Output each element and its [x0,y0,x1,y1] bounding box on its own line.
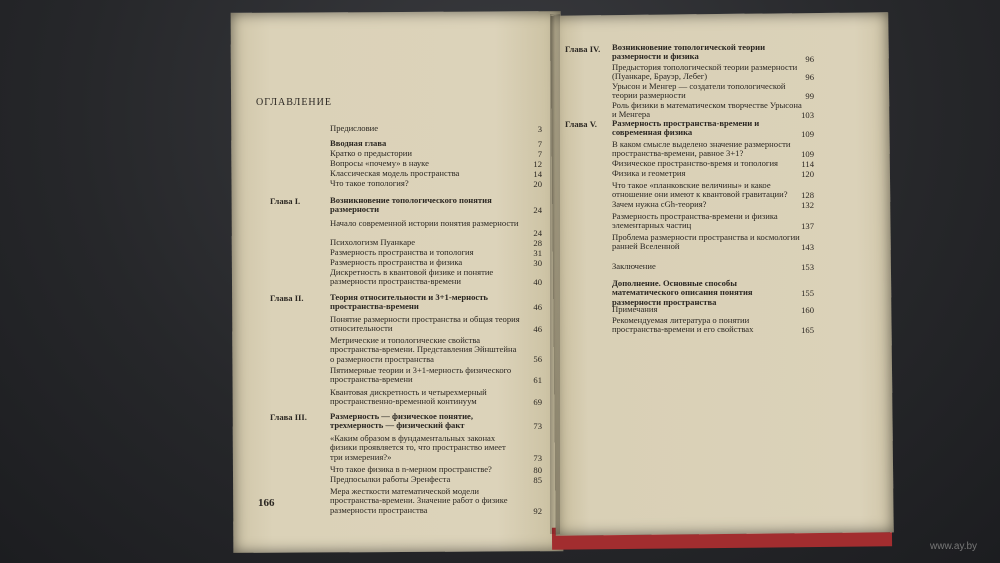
toc-entry: Зачем нужна cGh-теория? [612,199,707,209]
toc-page-number: 28 [533,238,542,248]
toc-page-number: 153 [801,262,814,272]
toc-page-number: 20 [533,179,542,189]
toc-page-number: 120 [801,169,814,179]
toc-page-number: 69 [533,397,542,407]
toc-page-number: 132 [801,200,814,210]
toc-page-number: 109 [801,129,814,139]
toc-entry: «Каким образом в фундаментальных законах физики проявляется то, что пространство имеет три измерения?» [330,433,506,462]
toc-page-number: 99 [805,91,814,101]
toc-entry: Физика и геометрия [612,168,686,178]
toc-page-number: 80 [533,465,542,475]
toc-entry: В каком смысле выделено значение размерности пространства-времени, равное 3+1? [612,139,791,159]
toc-page-number: 40 [533,277,542,287]
toc-entry: Квантовая дискретность и четырехмерный пространственно-временной континуум [330,387,487,407]
toc-page-number: 143 [801,242,814,252]
toc-entry: Заключение [612,261,656,271]
toc-entry: Мера жесткости математической модели пространства-времени. Значение работ о физике размерности пространства [330,486,508,515]
toc-entry: Что такое физика в n-мерном пространстве? [330,464,492,474]
chapter-label: Глава II. [270,293,304,303]
toc-page-number: 109 [801,149,814,159]
toc-page-number: 73 [533,421,542,431]
toc-entry: Примечания [612,304,658,314]
toc-entry: Размерность пространства-времени и физика элементарных частиц [612,211,778,231]
toc-entry: Вводная глава [330,138,387,148]
toc-entry: Роль физики в математическом творчестве Урысона и Менгера [612,100,802,120]
toc-entry: Метрические и топологические свойства пространства-времени. Представления Эйнштейна о размерности пространства [330,335,517,364]
toc-page-number: 103 [801,110,814,120]
toc-page-number: 160 [801,305,814,315]
toc-entry: Начало современной истории понятия размерности [330,218,519,228]
toc-page-number: 137 [801,221,814,231]
toc-page-number: 96 [805,54,814,64]
toc-page-number: 12 [533,159,542,169]
toc-page-number: 31 [533,248,542,258]
chapter-title: Возникновение топологического понятия размерности [330,195,492,215]
chapter-title: Теория относительности и 3+1-мерность пространства-времени [330,292,488,312]
toc-title: ОГЛАВЛЕНИЕ [256,97,332,108]
chapter-title: Размерность — физическое понятие, трехмерность — физический факт [330,411,474,431]
chapter-label: Глава III. [270,412,307,422]
toc-entry: Размерность пространства и физика [330,257,463,267]
toc-entry: Размерность пространства и топология [330,247,474,257]
toc-page-number: 7 [537,139,542,149]
toc-entry: Вопросы «почему» в науке [330,158,429,168]
toc-page-number: 128 [801,190,814,200]
toc-page-number: 61 [533,375,542,385]
toc-entry: Дискретность в квантовой физике и понятие размерности пространства-времени [330,267,494,287]
toc-entry: Пятимерные теории и 3+1-мерность физического пространства-времени [330,365,512,385]
toc-entry: Урысон и Менгер — создатели топологической теории размерности [612,81,786,101]
toc-entry: Проблема размерности пространства и космологии ранней Вселенной [612,232,800,252]
toc-entry: Физическое пространство-время и топология [612,158,779,168]
toc-entry: Понятие размерности пространства и общая теория относительности [330,314,520,334]
toc-entry: Предпосылки работы Эренфеста [330,474,451,484]
toc-page-number: 24 [533,205,542,215]
toc-page-number: 96 [805,72,814,82]
toc-page-number: 85 [533,475,542,485]
toc-page-number: 46 [533,302,542,312]
toc-entry: Предыстория топологической теории размерности (Пуанкаре, Брауэр, Лебег) [612,62,798,82]
toc-entry: Дополнение. Основные способы математического описания понятия размерности пространства [612,278,753,307]
book-gutter [550,14,560,534]
toc-page-number: 14 [533,169,542,179]
chapter-label: Глава I. [270,196,301,206]
toc-page-number: 114 [801,159,814,169]
toc-entry: Психологизм Пуанкаре [330,237,416,247]
chapter-label: Глава IV. [565,44,601,54]
toc-entry: Что такое топология? [330,178,409,188]
chapter-title: Возникновение топологической теории размерности и физика [612,42,766,62]
toc-page-number: 24 [533,228,542,238]
toc-entry: Классическая модель пространства [330,168,460,178]
chapter-label: Глава V. [565,119,597,129]
toc-entry: Кратко о предыстории [330,148,412,158]
page-folio: 166 [258,497,275,509]
toc-page-number: 165 [801,325,814,335]
toc-page-number: 7 [537,149,542,159]
toc-entry: Рекомендуемая литература о понятии пространства-времени и его свойствах [612,315,754,335]
chapter-title: Размерность пространства-времени и современная физика [612,118,760,138]
toc-page-number: 155 [801,288,814,298]
watermark: www.ay.by [930,541,978,552]
toc-page-number: 56 [533,354,542,364]
toc-page-number: 3 [537,124,542,134]
toc-entry: Предисловие [330,123,379,133]
toc-page-number: 46 [533,324,542,334]
toc-entry: Что такое «планковские величины» и какое отношение они имеют к квантовой гравитации? [612,180,788,200]
toc-page-number: 30 [533,258,542,268]
toc-page-number: 92 [533,506,542,516]
toc-page-number: 73 [533,453,542,463]
